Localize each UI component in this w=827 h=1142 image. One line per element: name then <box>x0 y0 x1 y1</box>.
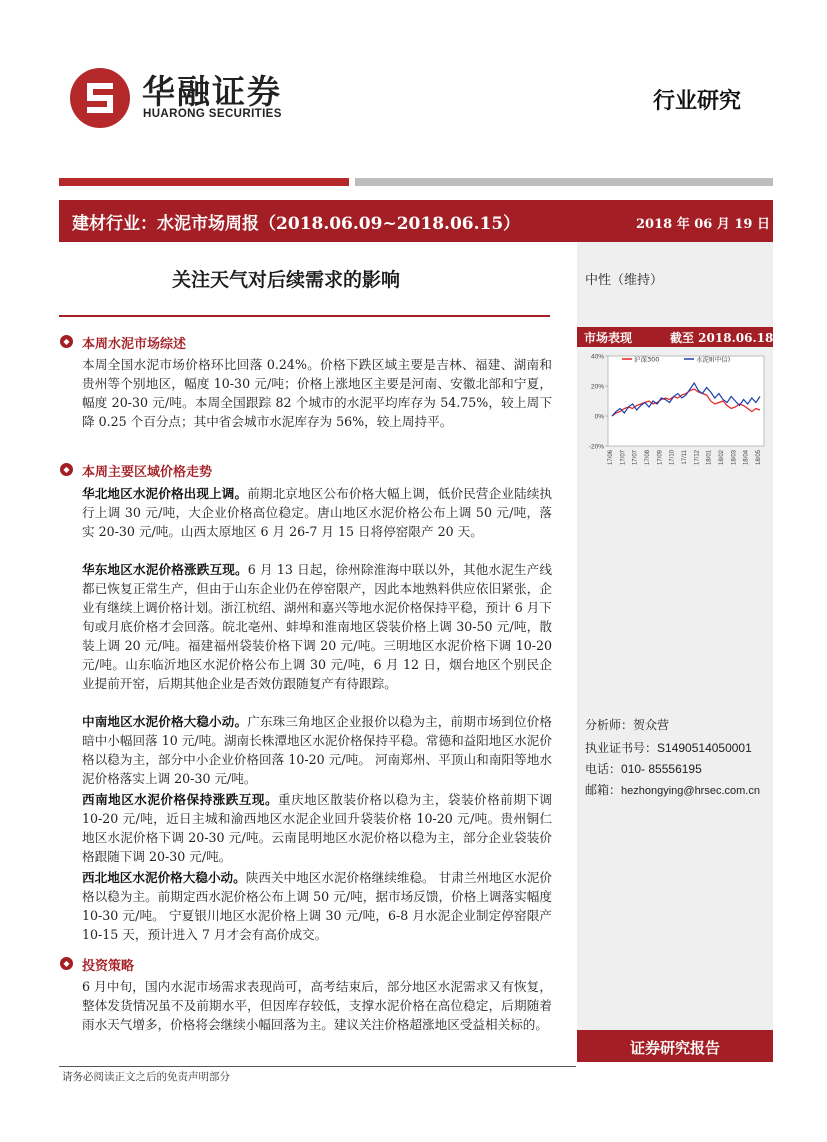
x-tick-label: 17/07 <box>632 450 639 466</box>
x-tick-label: 17/09 <box>657 450 664 466</box>
region-lead: 西南地区水泥价格保持涨跌互现。 <box>82 792 279 807</box>
rating: 中性（维持） <box>585 273 664 288</box>
phone-line <box>585 760 702 777</box>
region-text: 重庆地区散装价格以稳为主，袋装价格前期下调 10-20 元/吨，近日主城和渝西地区水泥企业回升袋装价格 10-20 元/吨。贵州铜仁地区水泥价格下调 20-30 元/吨。云南昆明地区水泥价格以稳为主，部分企业袋装价格跟随下调 20-30 元/吨。 <box>82 792 553 864</box>
x-tick-label: 18/02 <box>719 450 725 466</box>
region-text: 广东珠三角地区企业报价以稳为主，前期市场到位价格暗中小幅回落 10 元/吨。湖南长株潭地区水泥价格保持平稳。常德和益阳地区水泥价格以稳为主，部分中小企业价格回落 10-20 元/吨。 河南郑州、平顶山和南阳等地水泥价格落实上调 20-30 元/吨。 <box>82 714 553 786</box>
region-paragraph-southwest <box>82 790 552 866</box>
region-text: 6 月 13 日起，徐州除淮海中联以外，其他水泥生产线都已恢复正常生产，但由于山东企业仍在停窑限产，因此本地熟料供应依旧紧张，企业有继续上调价格计划。浙江杭绍、湖州和嘉兴等地水泥价格保持平稳，预计 6 月下旬或月底价格才会回落。皖北亳州、蚌埠和淮南地区袋装价格上调 30-50 元/吨，散装上调 20 元/吨。福建福州袋装价格下调 20 元/吨。三明地区水泥价格下调 10-20 元/吨。山东临沂地区水泥价格公布上调 30 元/吨，6 月 12 日，烟台地区个别民企业提前开窑，后期其他企业是否效仿跟随复产有待跟踪。 <box>82 562 552 691</box>
region-lead: 西北地区水泥价格大稳小动。 <box>82 870 246 885</box>
region-paragraph-north <box>82 484 552 541</box>
phone-label: 电话： <box>585 762 622 776</box>
header-divider-gray <box>355 178 773 186</box>
x-tick-label: 17/08 <box>645 450 651 466</box>
market-performance-title: 市场表现 <box>584 331 633 345</box>
email-link[interactable]: hezhongying@hrsec.com.cn <box>621 785 760 797</box>
x-tick-label: 17/07 <box>620 450 627 466</box>
region-paragraph-central-south <box>82 712 552 788</box>
document-type: 行业研究 <box>653 88 742 114</box>
x-tick-label: 17/11 <box>682 450 688 465</box>
strategy-paragraph: 6 月中旬，国内水泥市场需求表现尚可，高考结束后，部分地区水泥需求又有恢复，整体发货情况虽不及前期水平，但因库存较低，支撑水泥价格在高位稳定，后期随着雨水天气增多，价格将会继续小幅回落为主。建议关注价格超涨地区受益相关标的。 <box>82 979 552 1032</box>
cert-label: 执业证书号： <box>585 741 658 755</box>
disclaimer-note: 请务必阅读正文之后的免责声明部分 <box>62 1071 230 1083</box>
analyst-name: 贺众营 <box>633 718 670 732</box>
legend-label: 沪深300 <box>634 355 660 364</box>
cert-number: S1490514050001 <box>657 741 752 755</box>
headline: 关注天气对后续需求的影响 <box>172 269 401 291</box>
section-bullet-icon: ◆ <box>60 335 73 348</box>
plot-area <box>608 356 764 446</box>
section-bullet-icon: ◆ <box>60 463 73 476</box>
phone-number: 010- 85556195 <box>621 762 702 776</box>
cert-line <box>585 739 752 756</box>
email-label: 邮箱： <box>585 783 622 797</box>
region-lead: 中南地区水泥价格大稳小动。 <box>82 714 248 729</box>
section-heading-overview: 本周水泥市场综述 <box>82 337 187 352</box>
x-tick-label: 17/06 <box>608 450 614 466</box>
region-paragraph-east <box>82 560 552 693</box>
overview-paragraph: 本周全国水泥市场价格环比回落 0.24%。价格下跌区域主要是吉林、福建、湖南和贵州等个别地区，幅度 10-30 元/吨；价格上涨地区主要是河南、安徽北部和宁夏，幅度 20-30 元/吨。本周全国跟踪 82 个城市的水泥平均库存为 54.75%，较上周下降 0.25 个百分点；其中省会城市水泥库存为 56%，较上周持平。 <box>82 357 552 429</box>
header-divider-red <box>59 178 349 186</box>
x-tick-label: 17/12 <box>694 450 701 466</box>
legend-label: 水泥Ⅱ(中信) <box>696 355 731 364</box>
y-tick-label: 20% <box>590 383 604 391</box>
region-text: 前期北京地区公布价格大幅上调，低价民营企业陆续执行上调 30 元/吨，大企业价格高位稳定。唐山地区水泥价格公布上调 50 元/吨，落实 20-30 元/吨。山西太原地区 6 月 26-7 月 15 日将停窑限产 20 天。 <box>82 486 553 539</box>
region-paragraph-northwest <box>82 868 552 944</box>
logo-company-name-en: HUARONG SECURITIES <box>143 108 282 120</box>
report-date: 2018 年 06 月 19 日 <box>636 217 770 232</box>
y-tick-label: -20% <box>588 443 604 451</box>
market-performance-date: 截至 2018.06.18 <box>670 331 774 345</box>
region-lead: 华东地区水泥价格涨跌互现。 <box>82 562 248 577</box>
footer-rule <box>59 1066 576 1067</box>
y-tick-label: 0% <box>594 413 604 421</box>
x-tick-label: 17/10 <box>669 450 676 466</box>
report-label: 证券研究报告 <box>629 1039 720 1057</box>
analyst-line <box>585 716 669 733</box>
region-text: 陕西关中地区水泥价格继续维稳。 甘肃兰州地区水泥价格以稳为主。前期定西水泥价格公布上调 50 元/吨，据市场反馈，价格上调落实幅度 10-30 元/吨。 宁夏银川地区水泥价格上调 30 元/吨，6-8 月水泥企业制定停窑限产 10-15 天，预计进入 7 月才会有高价成交。 <box>82 870 552 942</box>
logo-company-name: 华融证券 <box>142 72 282 111</box>
region-lead: 华北地区水泥价格出现上调。 <box>82 486 248 501</box>
analyst-label: 分析师： <box>585 718 634 732</box>
report-title: 建材行业：水泥市场周报（2018.06.09~2018.06.15） <box>72 214 521 234</box>
y-tick-label: 40% <box>590 353 604 361</box>
market-performance-chart <box>580 348 772 490</box>
section-heading-regions: 本周主要区域价格走势 <box>82 465 213 480</box>
x-tick-label: 18/04 <box>743 450 750 466</box>
x-tick-label: 18/03 <box>731 450 738 466</box>
section-bullet-icon: ◆ <box>60 957 73 970</box>
headline-rule <box>59 315 550 317</box>
email-line <box>585 781 760 798</box>
x-tick-label: 18/01 <box>706 450 713 466</box>
section-heading-strategy: 投资策略 <box>82 959 135 974</box>
company-logo-icon <box>70 68 130 128</box>
x-tick-label: 18/05 <box>756 450 762 466</box>
